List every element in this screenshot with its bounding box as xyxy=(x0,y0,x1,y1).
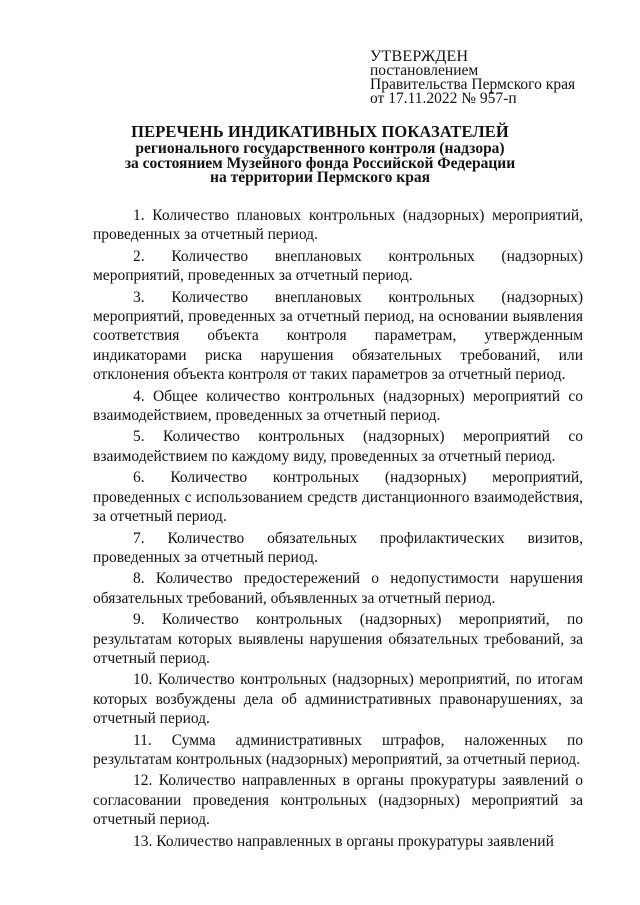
indicator-item-12: 12. Количество направленных в органы прокуратуры заявлений о согласовании проведения контрольных (надзорных) мероприятий за отчетный период. xyxy=(93,772,583,829)
indicator-item-6: 6. Количество контрольных (надзорных) мероприятий, проведенных с использованием средств дистанционного взаимодействия, за отчетный период. xyxy=(93,469,583,526)
indicator-item-7: 7. Количество обязательных профилактических визитов, проведенных за отчетный период. xyxy=(93,529,583,566)
indicator-item-2: 2. Количество внеплановых контрольных (надзорных) мероприятий, проведенных за отчетный период. xyxy=(93,247,583,285)
indicator-item-1: 1. Количество плановых контрольных (надзорных) мероприятий, проведенных за отчетный период. xyxy=(93,207,583,244)
approval-stamp xyxy=(370,50,610,106)
indicator-item-10: 10. Количество контрольных (надзорных) мероприятий, по итогам которых возбуждены дела об административных правонарушениях, за отчетный период. xyxy=(93,671,583,728)
indicator-item-4: 4. Общее количество контрольных (надзорных) мероприятий со взаимодействием, проведенных за отчетный период. xyxy=(93,387,583,425)
indicator-item-13: 13. Количество направленных в органы прокуратуры заявлений xyxy=(133,832,554,850)
document-title xyxy=(60,122,580,186)
approval-line-3: от 17.11.2022 № 957-п xyxy=(370,90,517,107)
indicator-list xyxy=(93,206,583,853)
indicator-item-8: 8. Количество предостережений о недопустимости нарушения обязательных требований, объявленных за отчетный период. xyxy=(93,570,583,607)
approval-line-2: Правительства Пермского края xyxy=(370,76,576,93)
approval-heading: УТВЕРЖДЕН xyxy=(370,48,469,65)
title-sub-1: регионального государственного контроля (надзора) xyxy=(135,140,505,157)
title-main: ПЕРЕЧЕНЬ ИНДИКАТИВНЫХ ПОКАЗАТЕЛЕЙ xyxy=(131,122,509,141)
indicator-item-5: 5. Количество контрольных (надзорных) мероприятий со взаимодействием по каждому виду, проведенных за отчетный период. xyxy=(93,428,583,465)
indicator-item-9: 9. Количество контрольных (надзорных) мероприятий, по результатам которых выявлены нарушения обязательных требований, за отчетный период. xyxy=(93,611,583,667)
title-sub-2: за состоянием Музейного фонда Российской Федерации xyxy=(124,154,516,172)
approval-line-1: постановлением xyxy=(370,62,479,79)
title-sub-3: на территории Пермского края xyxy=(210,169,430,186)
indicator-item-3: 3. Количество внеплановых контрольных (надзорных) мероприятий, проведенных за отчетный период, на основании выявления соответствия объекта контроля параметрам, утвержденным индикаторами риска нарушения обязательных требований, или отклонения объекта контроля от таких параметров за отчетный период. xyxy=(93,288,583,384)
indicator-item-11: 11. Сумма административных штрафов, наложенных по результатам контрольных (надзорных) мероприятий, за отчетный период. xyxy=(93,731,583,768)
